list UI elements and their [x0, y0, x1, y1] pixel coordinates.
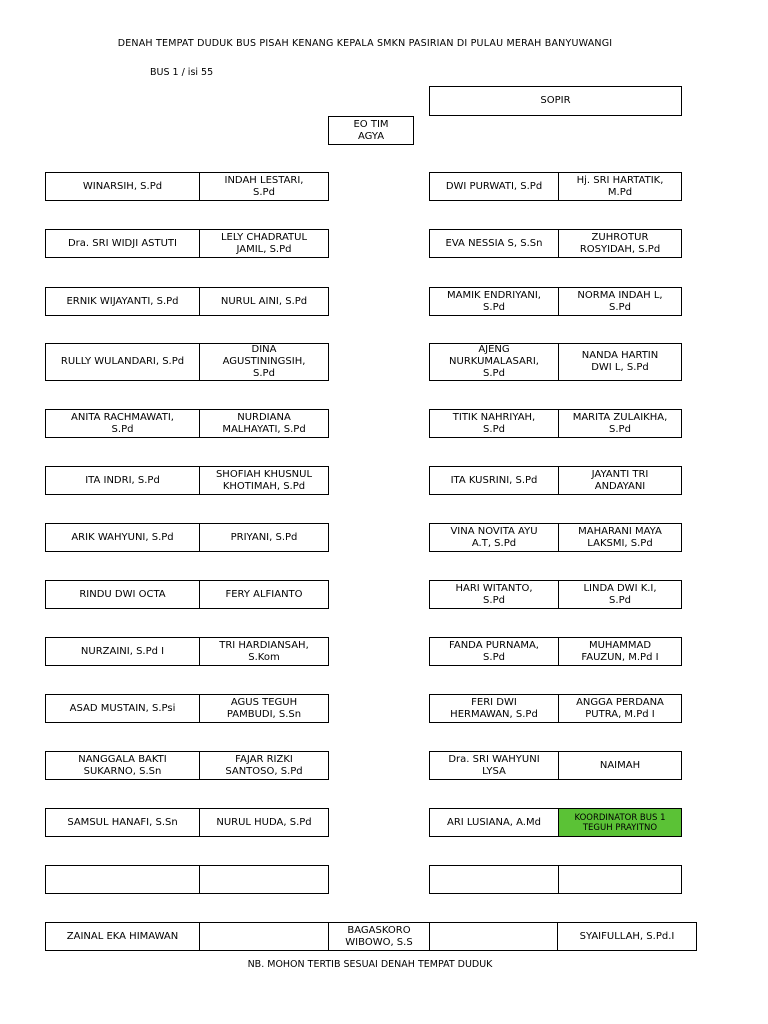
- left-seat: FAJAR RIZKI SANTOSO, S.Pd: [225, 753, 303, 777]
- right-seat-row: [429, 343, 682, 381]
- left-seat-row: [45, 694, 329, 723]
- left-seat: ANITA RACHMAWATI, S.Pd: [46, 410, 200, 437]
- right-seat: VINA NOVITA AYU A.T, S.Pd: [430, 524, 559, 551]
- right-seat-row: [429, 409, 682, 438]
- right-seat: ARI LUSIANA, A.Md: [430, 809, 559, 836]
- right-seat-row: [429, 523, 682, 552]
- left-seat: INDAH LESTARI, S.Pd: [224, 174, 304, 198]
- back-row: [45, 922, 697, 951]
- left-seat-row: [45, 808, 329, 837]
- left-seat: PRIYANI, S.Pd: [230, 531, 298, 543]
- left-seat-row: [45, 343, 329, 381]
- back-seat-3: BAGASKORO WIBOWO, S.S: [329, 923, 430, 950]
- left-seat: DINA AGUSTININGSIH, S.Pd: [222, 344, 306, 379]
- right-seat: ZUHROTUR ROSYIDAH, S.Pd: [579, 231, 661, 255]
- right-seat-row: [429, 172, 682, 201]
- right-seat: DWI PURWATI, S.Pd: [430, 173, 559, 200]
- left-seat-row: [45, 229, 329, 258]
- right-seat-row: [429, 229, 682, 258]
- right-seat: NANDA HARTIN DWI L, S.Pd: [581, 350, 659, 373]
- left-seat-row: [45, 751, 329, 780]
- page-title: DENAH TEMPAT DUDUK BUS PISAH KENANG KEPALA SMKN PASIRIAN DI PULAU MERAH BANYUWANGI: [117, 38, 613, 49]
- right-seat: JAYANTI TRI ANDAYANI: [591, 468, 649, 492]
- left-seat-row: [45, 409, 329, 438]
- left-seat: RULLY WULANDARI, S.Pd: [46, 344, 200, 380]
- right-seat: EVA NESSIA S, S.Sn: [430, 230, 559, 257]
- right-seat-row: [429, 865, 682, 894]
- right-seat: MARITA ZULAIKHA, S.Pd: [572, 411, 668, 435]
- left-seat-row: [45, 466, 329, 495]
- left-seat: ERNIK WIJAYANTI, S.Pd: [46, 288, 200, 315]
- right-seat: Dra. SRI WAHYUNI LYSA: [430, 752, 559, 779]
- left-seat: ARIK WAHYUNI, S.Pd: [46, 524, 200, 551]
- right-seat: MUHAMMAD FAUZUN, M.Pd I: [581, 639, 659, 663]
- left-seat-row: [45, 580, 329, 609]
- coordinator-seat: KOORDINATOR BUS 1 TEGUH PRAYITNO: [559, 809, 681, 836]
- right-seat: AJENG NURKUMALASARI, S.Pd: [430, 344, 559, 380]
- left-seat: NANGGALA BAKTI SUKARNO, S.Sn: [46, 752, 200, 779]
- left-seat-row: [45, 637, 329, 666]
- left-seat: NURZAINI, S.Pd I: [46, 638, 200, 665]
- right-seat: ITA KUSRINI, S.Pd: [430, 467, 559, 494]
- left-seat: LELY CHADRATUL JAMIL, S.Pd: [220, 231, 308, 255]
- right-seat: FANDA PURNAMA, S.Pd: [430, 638, 559, 665]
- right-seat: TITIK NAHRIYAH, S.Pd: [430, 410, 559, 437]
- back-seat-2: [200, 923, 329, 950]
- left-seat: SHOFIAH KHUSNUL KHOTIMAH, S.Pd: [215, 468, 313, 492]
- back-seat-1: ZAINAL EKA HIMAWAN: [46, 923, 200, 950]
- left-seat: ASAD MUSTAIN, S.Psi: [46, 695, 200, 722]
- right-seat: NAIMAH: [599, 759, 641, 771]
- right-seat: [559, 866, 681, 893]
- back-seat-4: [430, 923, 558, 950]
- right-seat: LINDA DWI K.I, S.Pd: [583, 582, 657, 606]
- left-seat: TRI HARDIANSAH, S.Kom: [219, 639, 309, 663]
- left-seat: SAMSUL HANAFI, S.Sn: [46, 809, 200, 836]
- right-seat: FERI DWI HERMAWAN, S.Pd: [430, 695, 559, 722]
- left-seat: NURUL HUDA, S.Pd: [216, 816, 312, 828]
- left-seat-row: [45, 865, 329, 894]
- left-seat: RINDU DWI OCTA: [46, 581, 200, 608]
- left-seat: FERY ALFIANTO: [225, 588, 303, 600]
- left-seat: WINARSIH, S.Pd: [46, 173, 200, 200]
- right-seat: [430, 866, 559, 893]
- left-seat-row: [45, 172, 329, 201]
- right-seat: HARI WITANTO, S.Pd: [430, 581, 559, 608]
- right-seat-row: [429, 580, 682, 609]
- right-seat: MAHARANI MAYA LAKSMI, S.Pd: [578, 525, 662, 549]
- right-seat-row: [429, 466, 682, 495]
- right-seat-row: [429, 287, 682, 316]
- right-seat-row: [429, 751, 682, 780]
- right-seat-row: [429, 694, 682, 723]
- left-seat: NURDIANA MALHAYATI, S.Pd: [222, 411, 306, 435]
- right-seat: Hj. SRI HARTATIK, M.Pd: [576, 174, 664, 198]
- bus-label: BUS 1 / isi 55: [150, 67, 214, 78]
- left-seat-row: [45, 523, 329, 552]
- right-seat-row: [429, 808, 682, 837]
- left-seat: NURUL AINI, S.Pd: [220, 295, 308, 307]
- right-seat-row: [429, 637, 682, 666]
- left-seat: AGUS TEGUH PAMBUDI, S.Sn: [226, 696, 302, 720]
- back-seat-5: SYAIFULLAH, S.Pd.I: [579, 930, 675, 942]
- left-seat: Dra. SRI WIDJI ASTUTI: [46, 230, 200, 257]
- right-seat: ANGGA PERDANA PUTRA, M.Pd I: [576, 696, 664, 720]
- left-seat: ITA INDRI, S.Pd: [46, 467, 200, 494]
- right-seat: NORMA INDAH L, S.Pd: [577, 289, 663, 313]
- eo-team-seat: EO TIM AGYA: [328, 116, 414, 145]
- footer-note: NB. MOHON TERTIB SESUAI DENAH TEMPAT DUDUK: [247, 959, 493, 970]
- left-seat-row: [45, 287, 329, 316]
- left-seat: [200, 866, 328, 893]
- left-seat: [46, 866, 200, 893]
- driver-seat: SOPIR: [429, 86, 682, 116]
- right-seat: MAMIK ENDRIYANI, S.Pd: [430, 288, 559, 315]
